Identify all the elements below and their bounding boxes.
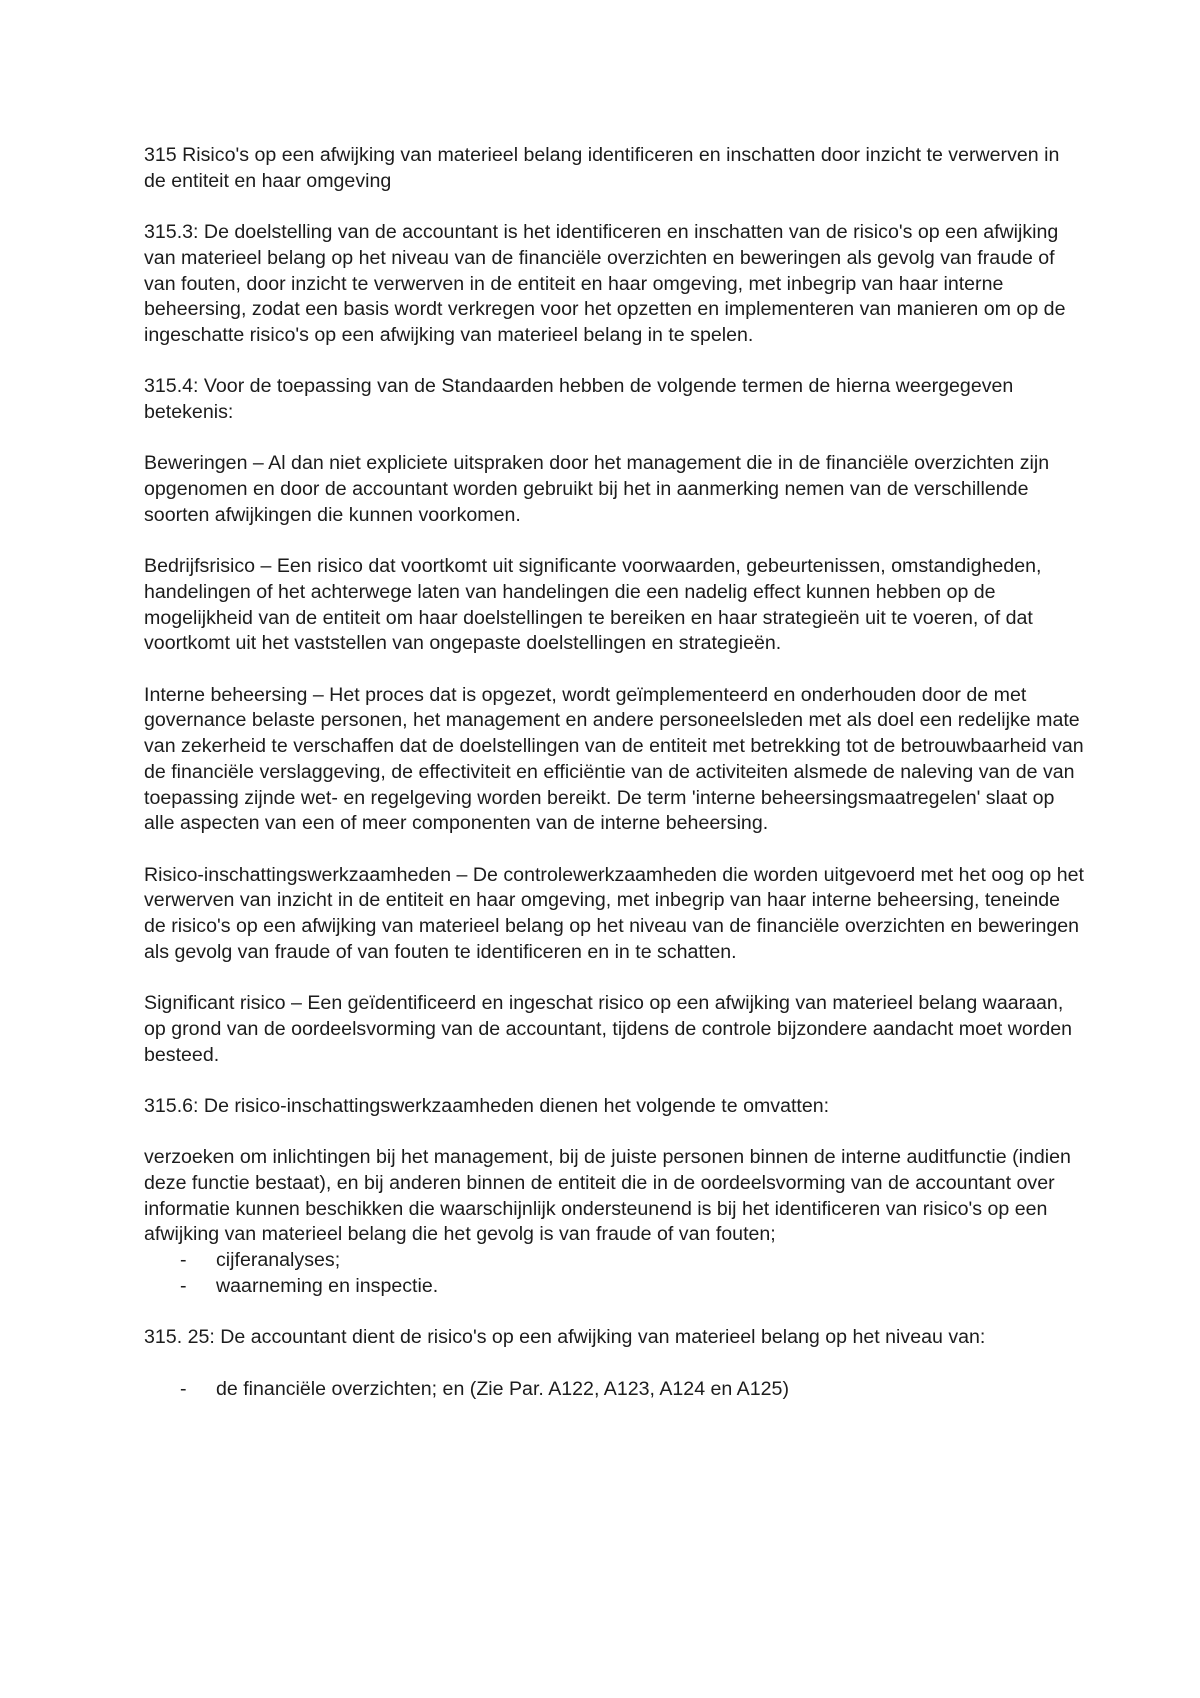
dash-bullet: - [180,1274,187,1297]
definition-interne-beheersing: Interne beheersing – Het proces dat is opgezet, wordt geïmplementeerd en onderhouden door de met governance belaste personen, het management en andere personeelsleden met als doel een redelijke mate van zekerheid te verschaffen dat de doelstellingen van de entiteit met betrekking tot de betrouwbaarheid van de financiële verslaggeving, de effectiviteit en efficiëntie van de activiteiten alsmede de naleving van de van toepassing zijnde wet- en regelgeving worden bereikt. De term 'interne beheersingsmaatregelen' slaat op alle aspecten van een of meer componenten van de interne beheersing. [144,683,1084,835]
definition-risico-inschattingswerkzaamheden: Risico-inschattingswerkzaamheden – De controlewerkzaamheden die worden uitgevoerd met het oog op het verwerven van inzicht in de entiteit en haar omgeving, met inbegrip van haar interne beheersing, teneinde de risico's op een afwijking van materieel belang op het niveau van de financiële overzichten en beweringen als gevolg van fraude of van fouten te identificeren en in te schatten. [144,863,1084,963]
definition-significant-risico: Significant risico – Een geïdentificeerd en ingeschat risico op een afwijking van materieel belang waaraan, op grond van de oordeelsvorming van de accountant, tijdens de controle bijzondere aandacht moet worden besteed. [144,992,1073,1066]
list-315-6 [144,1248,1084,1299]
dash-bullet: - [180,1249,187,1272]
paragraph-315-4: 315.4: Voor de toepassing van de Standaarden hebben de volgende termen de hierna weergegeven betekenis: [144,375,1014,423]
paragraph-315-6: 315.6: De risico-inschattingswerkzaamheden dienen het volgende te omvatten: [144,1094,830,1117]
document-page [144,143,1084,1428]
dash-bullet: - [180,1377,187,1400]
list-315-25 [144,1377,1084,1403]
paragraph-315-3: 315.3: De doelstelling van de accountant is het identificeren en inschatten van de risico's op een afwijking van materieel belang op het niveau van de financiële overzichten en beweringen als gevolg van fraude of van fouten, door inzicht te verwerven in de entiteit en haar omgeving, met inbegrip van haar interne beheersing, zodat een basis wordt verkregen voor het opzetten en implementeren van manieren om op de ingeschatte risico's op een afwijking van materieel belang in te spelen. [144,221,1066,346]
list-item-text: waarneming en inspectie. [216,1274,439,1297]
definition-beweringen: Beweringen – Al dan niet expliciete uitspraken door het management die in de financiële overzichten zijn opgenomen en door de accountant worden gebruikt bij het in aanmerking nemen van de verschillende soorten afwijkingen die kunnen voorkomen. [144,452,1050,526]
list-item-text: cijferanalyses; [216,1249,341,1272]
paragraph-315-25: 315. 25: De accountant dient de risico's op een afwijking van materieel belang op het niveau van: [144,1326,986,1349]
list-item [144,1248,1084,1274]
section-heading: 315 Risico's op een afwijking van materieel belang identificeren en inschatten door inzicht te verwerven in de entiteit en haar omgeving [144,144,1060,192]
paragraph-315-6-inquiries: verzoeken om inlichtingen bij het management, bij de juiste personen binnen de interne auditfunctie (indien deze functie bestaat), en bij anderen binnen de entiteit die in de oordeelsvorming van de accountant over informatie kunnen beschikken die waarschijnlijk ondersteunend is bij het identificeren van risico's op een afwijking van materieel belang die het gevolg is van fraude of van fouten; [144,1146,1071,1246]
list-item [144,1274,1084,1300]
definition-bedrijfsrisico: Bedrijfsrisico – Een risico dat voortkomt uit significante voorwaarden, gebeurtenissen, omstandigheden, handelingen of het achterwege laten van handelingen die een nadelig effect kunnen hebben op de mogelijkheid van de entiteit om haar doelstellingen te bereiken en haar strategieën uit te voeren, of dat voortkomt uit het vaststellen van ongepaste doelstellingen en strategieën. [144,555,1042,655]
list-item-text: de financiële overzichten; en (Zie Par. A122, A123, A124 en A125) [216,1377,789,1400]
list-item [144,1377,1084,1403]
